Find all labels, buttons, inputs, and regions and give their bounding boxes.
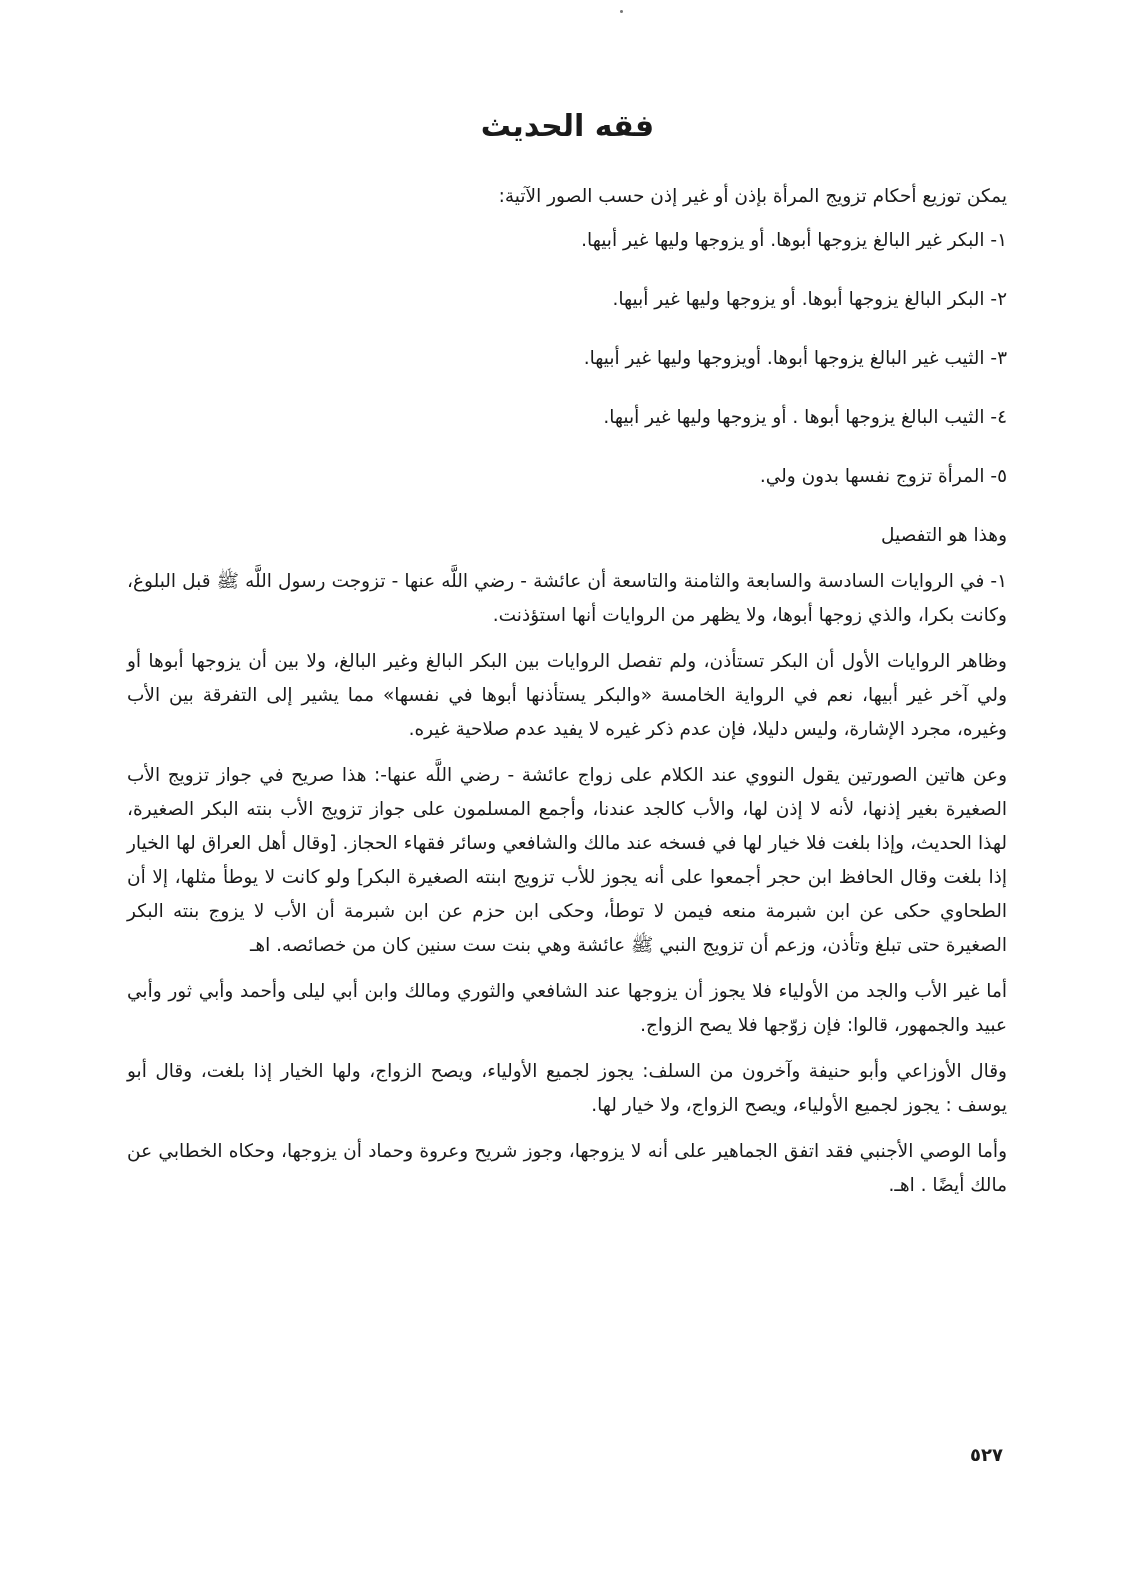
page-number: ٥٢٧ (970, 1445, 1003, 1466)
body-paragraph: وقال الأوزاعي وأبو حنيفة وآخرون من السلف: يجوز لجميع الأولياء، ويصح الزواج، ولها الخيار إذا بلغت، وقال أبو يوسف : يجوز لجميع الأولياء، ويصح الزواج، ولا خيار لها. (127, 1061, 1007, 1116)
section-subheading: وهذا هو التفصيل (881, 525, 1007, 546)
body-paragraph: أما غير الأب والجد من الأولياء فلا يجوز أن يزوجها عند الشافعي والثوري ومالك وابن أبي ليلى وأحمد وأبي ثور وأبي عبيد والجمهور، قالوا: فإن زوّجها فلا يصح الزواج. (127, 981, 1007, 1036)
body-paragraph: ١- في الروايات السادسة والسابعة والثامنة والتاسعة أن عائشة - رضي اللَّه عنها - تزوجت رسول اللَّه ﷺ قبل البلوغ، وكانت بكرا، والذي زوجها أبوها، ولا يظهر من الروايات أنها استؤذنت. (127, 571, 1007, 626)
case-item: ٥- المرأة تزوج نفسها بدون ولي. (759, 466, 1007, 487)
page-title: فقه الحديث (480, 109, 655, 144)
case-item: ١- البكر غير البالغ يزوجها أبوها. أو يزوجها وليها غير أبيها. (581, 230, 1007, 251)
case-item: ٢- البكر البالغ يزوجها أبوها. أو يزوجها وليها غير أبيها. (612, 289, 1007, 310)
intro-line: يمكن توزيع أحكام تزويج المرأة بإذن أو غير إذن حسب الصور الآتية: (498, 186, 1007, 207)
case-item: ٤- الثيب البالغ يزوجها أبوها . أو يزوجها وليها غير أبيها. (603, 407, 1007, 428)
body-paragraph: وظاهر الروايات الأول أن البكر تستأذن، ولم تفصل الروايات بين البكر البالغ وغير البالغ، ولا بين أن يزوجها أبوها أو ولي آخر غير أبيها، نعم في الرواية الخامسة «والبكر يستأذنها أبوها في نفسها» مما يشير إلى التفرقة بين الأب وغيره، مجرد الإشارة، وليس دليلا، فإن عدم ذكر غيره لا يفيد عدم صلاحية غيره. (127, 651, 1007, 740)
case-item: ٣- الثيب غير البالغ يزوجها أبوها. أويزوجها وليها غير أبيها. (583, 348, 1007, 369)
body-paragraph: وأما الوصي الأجنبي فقد اتفق الجماهير على أنه لا يزوجها، وجوز شريح وعروة وحماد أن يزوجها، وحكاه الخطابي عن مالك أيضًا . اهـ. (127, 1141, 1007, 1196)
body-paragraph: وعن هاتين الصورتين يقول النووي عند الكلام على زواج عائشة - رضي اللَّه عنها-: هذا صريح في جواز تزويج الأب الصغيرة بغير إذنها، لأنه لا إذن لها، والأب كالجد عندنا، وأجمع المسلمون على جواز تزويج الأب بنته البكر الصغيرة، لهذا الحديث، وإذا بلغت فلا خيار لها في فسخه عند مالك والشافعي وسائر فقهاء الحجاز. [وقال أهل العراق لها الخيار إذا بلغت وقال الحافظ ابن حجر أجمعوا على أنه يجوز للأب تزويج ابنته الصغيرة البكر] ولو كانت لا يوطأ مثلها، إلا أن الطحاوي حكى عن ابن شبرمة منعه فيمن لا توطأ، وحكى ابن حزم عن ابن شبرمة أن الأب لا يزوج بنته البكر الصغيرة حتى تبلغ وتأذن، وزعم أن تزويج النبي ﷺ عائشة وهي بنت ست سنين كان من خصائصه. اهـ (127, 765, 1007, 956)
main-text (127, 180, 1007, 1215)
scan-dot (620, 10, 623, 13)
